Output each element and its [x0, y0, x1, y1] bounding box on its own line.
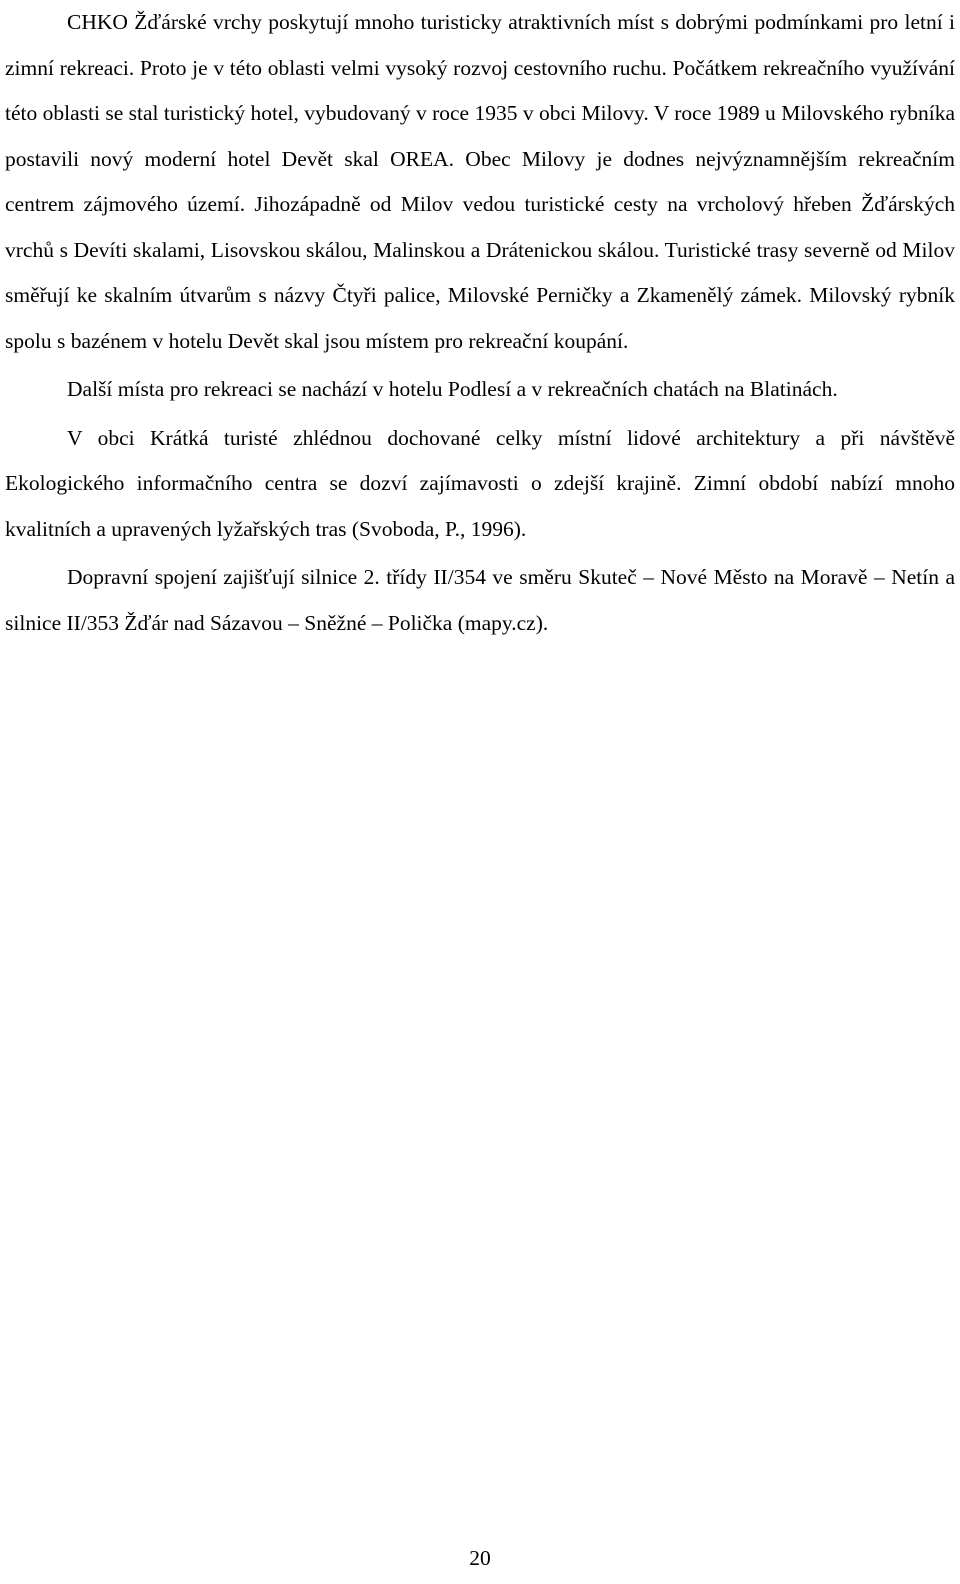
paragraph-recreation-places: Další místa pro rekreaci se nachází v hotelu Podlesí a v rekreačních chatách na Blatinách.: [67, 377, 838, 401]
page-number: 20: [469, 1546, 491, 1570]
document-body: [5, 0, 955, 646]
paragraph-transport: Dopravní spojení zajišťují silnice 2. třídy II/354 ve směru Skuteč – Nové Město na Moravě – Netín a silnice II/353 Žďár nad Sázavou – Sněžné – Polička (mapy.cz).: [5, 565, 955, 635]
paragraph-kratka-village: V obci Krátká turisté zhlédnou dochované celky místní lidové architektury a při návštěvě Ekologického informačního centra se dozví zajímavosti o zdejší krajině. Zimní období nabízí mnoho kvalitních a upravených lyžařských tras (Svoboda, P., 1996).: [5, 425, 955, 541]
paragraph-tourism-overview: CHKO Žďárské vrchy poskytují mnoho turisticky atraktivních míst s dobrými podmínkami pro letní i zimní rekreaci. Proto je v této oblasti velmi vysoký rozvoj cestovního ruchu. Počátkem rekreačního využívání této oblasti se stal turistický hotel, vybudovaný v roce 1935 v obci Milovy. V roce 1989 u Milovského rybníka postavili nový moderní hotel Devět skal OREA. Obec Milovy je dodnes nejvýznamnějším rekreačním centrem zájmového území. Jihozápadně od Milov vedou turistické cesty na vrcholový hřeben Žďárských vrchů s Devíti skalami, Lisovskou skálou, Malinskou a Drátenickou skálou. Turistické trasy severně od Milov směřují ke skalním útvarům s názvy Čtyři palice, Milovské Perničky a Zkamenělý zámek. Milovský rybník spolu s bazénem v hotelu Devět skal jsou místem pro rekreační koupání.: [5, 10, 955, 353]
